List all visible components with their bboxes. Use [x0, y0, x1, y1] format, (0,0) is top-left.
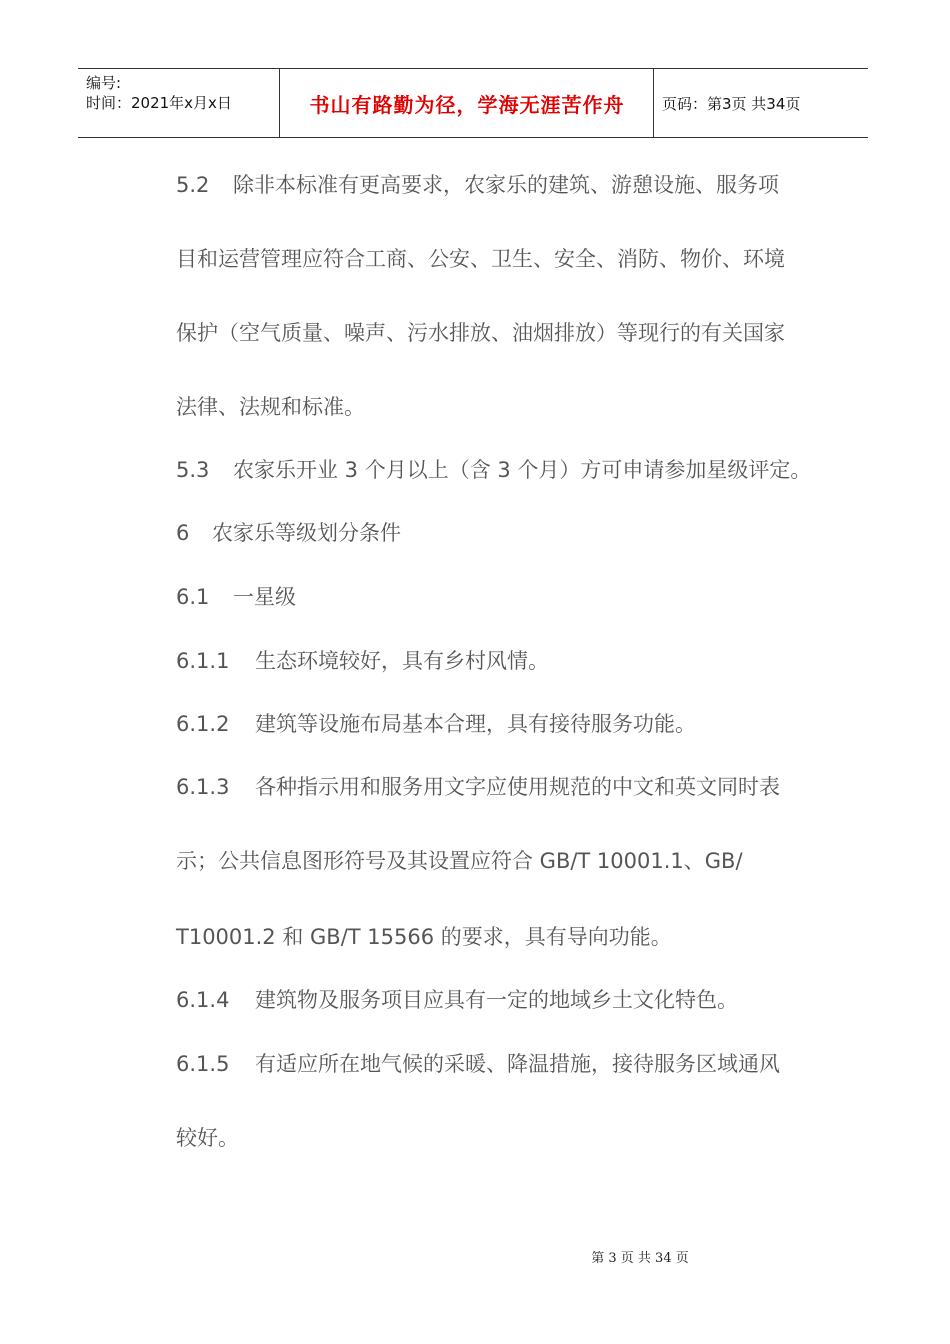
section-number: 6.1.4	[176, 988, 230, 1012]
paragraph-line	[176, 773, 780, 801]
header-table	[78, 68, 868, 138]
paragraph-line	[176, 923, 672, 951]
line-text: 农家乐等级划分条件	[212, 521, 401, 545]
section-number: 6.1.1	[176, 649, 230, 673]
line-text: 目和运营管理应符合工商、公安、卫生、安全、消防、物价、环境	[176, 247, 785, 271]
section-number: 6.1.3	[176, 775, 230, 799]
line-text: 农家乐开业 3 个月以上（含 3 个月）方可申请参加星级评定。	[233, 458, 812, 482]
line-text: 有适应所在地气候的采暖、降温措施，接待服务区域通风	[255, 1052, 780, 1076]
header-left-cell	[86, 73, 232, 113]
line-text: 除非本标准有更高要求，农家乐的建筑、游憩设施、服务项	[233, 173, 779, 197]
line-text: 生态环境较好，具有乡村风情。	[255, 649, 549, 673]
section-number: 5.2	[176, 173, 210, 197]
paragraph-line	[176, 647, 549, 675]
section-number: 6.1	[176, 585, 210, 609]
line-text: 保护（空气质量、噪声、污水排放、油烟排放）等现行的有关国家	[176, 321, 785, 345]
paragraph-line	[176, 986, 738, 1014]
paragraph-line	[176, 583, 296, 611]
paragraph-line	[176, 519, 401, 547]
section-number: 6.1.2	[176, 712, 230, 736]
paragraph-line	[176, 393, 365, 421]
line-text: 建筑等设施布局基本合理，具有接待服务功能。	[255, 712, 696, 736]
line-text: 一星级	[233, 585, 296, 609]
time-label: 时间：2021年x月x日	[86, 94, 232, 112]
paragraph-line	[176, 847, 743, 875]
paragraph-line	[176, 245, 785, 273]
paragraph-line	[176, 1124, 239, 1152]
motto: 书山有路勤为径，学海无涯苦作舟	[309, 92, 625, 117]
section-number: 5.3	[176, 458, 210, 482]
paragraph-line	[176, 319, 785, 347]
line-text: 各种指示用和服务用文字应使用规范的中文和英文同时表	[255, 775, 780, 799]
line-text: 建筑物及服务项目应具有一定的地域乡土文化特色。	[255, 988, 738, 1012]
paragraph-line	[176, 1050, 780, 1078]
line-text: 示；公共信息图形符号及其设置应符合 GB/T 10001.1、GB/	[176, 849, 743, 873]
footer-page-number: 第 3 页 共 34 页	[591, 1251, 689, 1266]
page-footer	[0, 1247, 950, 1266]
line-text: 较好。	[176, 1126, 239, 1150]
page-info: 页码：第3页 共34页	[662, 95, 801, 113]
line-text: T10001.2 和 GB/T 15566 的要求，具有导向功能。	[176, 925, 672, 949]
paragraph-line	[176, 171, 779, 199]
section-number: 6.1.5	[176, 1052, 230, 1076]
line-text: 法律、法规和标准。	[176, 395, 365, 419]
paragraph-line	[176, 456, 811, 484]
paragraph-line	[176, 710, 696, 738]
section-number: 6	[176, 521, 190, 545]
number-label: 编号:	[86, 74, 122, 92]
